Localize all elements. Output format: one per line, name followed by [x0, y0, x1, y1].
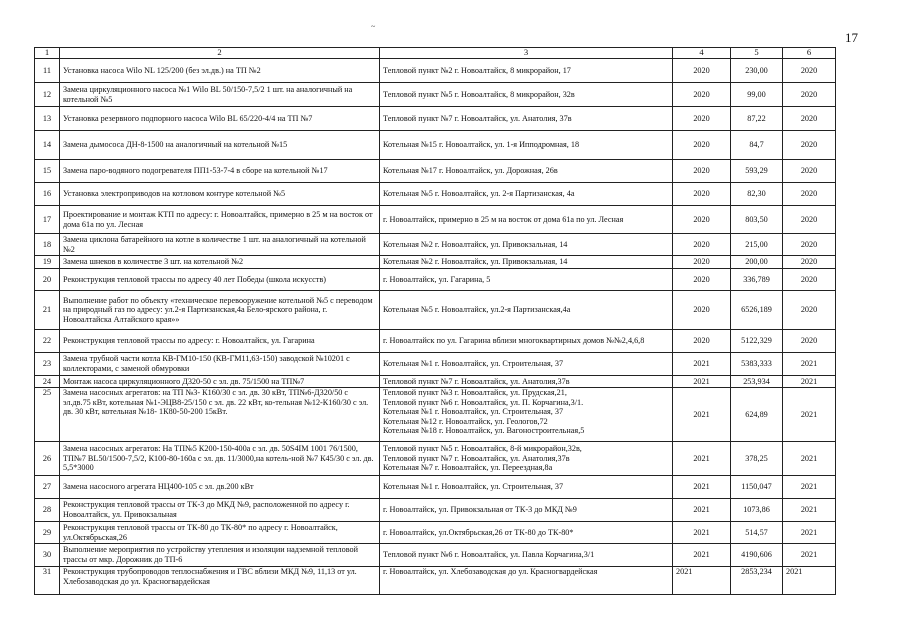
start-year: 2020 [673, 160, 731, 183]
row-number: 20 [35, 269, 60, 291]
table-row [35, 376, 836, 388]
start-year: 2021 [673, 522, 731, 544]
start-year: 2021 [673, 442, 731, 476]
object-address: Тепловой пункт №3 г. Новоалтайск, ул. Прудская,21, Тепловой пункт №6 г. Новоалтайск, ул. П. Корчагина,3/1. Котельная №1 г. Новоалтайск, ул. Строительная, 37 Котельная №12 г. Новоалтайск, ул. Геологов,72 Котельная №18 г. Новоалтайск, ул. Вагоностроительная,5 [380, 388, 673, 442]
table-row [35, 269, 836, 291]
work-description: Замена шнеков в количестве 3 шт. на котельной №2 [60, 256, 380, 269]
row-number: 25 [35, 388, 60, 442]
end-year: 2020 [783, 107, 836, 131]
row-number: 27 [35, 476, 60, 499]
work-description: Реконструкция тепловой трассы от ТК-80 до ТК-80* по адресу г. Новоалтайск, ул.Октябрьская,26 [60, 522, 380, 544]
column-header: 5 [731, 48, 783, 59]
object-address: г. Новоалтайск, ул. Хлебозаводская до ул. Красногвардейская [380, 567, 673, 595]
end-year: 2020 [783, 234, 836, 256]
object-address: Тепловой пункт №5 г. Новоалтайск, 8 микрорайон, 32в [380, 83, 673, 107]
cost-value: 336,789 [731, 269, 783, 291]
row-number: 18 [35, 234, 60, 256]
object-address: Котельная №15 г. Новоалтайск, ул. 1-я Ипподромная, 18 [380, 131, 673, 160]
end-year: 2021 [783, 353, 836, 376]
start-year: 2021 [673, 376, 731, 388]
work-description: Замена насосных агрегатов: На ТП№5 К200-150-400а с эл. дв. 50S4IM 1001 76/1500, ТП№7 BL50/1500-7,5/2, К100-80-160а с эл. дв. 11/3000,на котель-ной №7 К45/30 с эл. дв. 5,5*3000 [60, 442, 380, 476]
object-address: Тепловой пункт №5 г. Новоалтайск, 8-й микрорайон,32в, Тепловой пункт №7 г. Новоалтайск, ул. Анатолия,37в Котельная №7 г. Новоалтайск, ул. Переездная,8а [380, 442, 673, 476]
object-address: Котельная №2 г. Новоалтайск, ул. Привокзальная, 14 [380, 256, 673, 269]
cost-value: 593,29 [731, 160, 783, 183]
object-address: г. Новоалтайск, ул. Привокзальная от ТК-3 до МКД №9 [380, 499, 673, 522]
column-header: 2 [60, 48, 380, 59]
object-address: Тепловой пункт №7 г. Новоалтайск, ул. Анатолия,37в [380, 376, 673, 388]
table-row [35, 291, 836, 330]
table-row [35, 131, 836, 160]
start-year: 2021 [673, 499, 731, 522]
row-number: 12 [35, 83, 60, 107]
cost-value: 99,00 [731, 83, 783, 107]
work-description: Замена циркуляционного насоса №1 Wilo BL 50/150-7,5/2 1 шт. на аналогичный на котельной №5 [60, 83, 380, 107]
end-year: 2020 [783, 330, 836, 353]
work-description: Реконструкция тепловой трассы от ТК-3 до МКД №9, расположенной по адресу г. Новоалтайск, ул. Привокзальная [60, 499, 380, 522]
end-year: 2021 [783, 442, 836, 476]
column-header: 1 [35, 48, 60, 59]
table-row [35, 353, 836, 376]
end-year: 2020 [783, 256, 836, 269]
object-address: г. Новоалтайск, ул. Гагарина, 5 [380, 269, 673, 291]
table-row [35, 544, 836, 567]
row-number: 15 [35, 160, 60, 183]
table-row [35, 388, 836, 442]
work-description: Замена паро-водяного подогревателя ПП1-53-7-4 в сборе на котельной №17 [60, 160, 380, 183]
row-number: 26 [35, 442, 60, 476]
work-description: Реконструкция тепловой трассы по адресу 40 лет Победы (школа искусств) [60, 269, 380, 291]
end-year: 2020 [783, 183, 836, 206]
cost-value: 2853,234 [731, 567, 783, 595]
end-year: 2021 [783, 522, 836, 544]
cost-value: 1073,86 [731, 499, 783, 522]
object-address: Тепловой пункт №7 г. Новоалтайск, ул. Анатолия, 37в [380, 107, 673, 131]
work-description: Установка электроприводов на котловом контуре котельной №5 [60, 183, 380, 206]
row-number: 14 [35, 131, 60, 160]
work-description: Замена насосных агрегатов: на ТП №3- К160/30 с эл. дв. 30 кВт, ТП№6-Д320/50 с эл.дв.75 кВт, котельная №1-ЭЦВ8-25/150 с эл. дв. 22 кВт, ко-тельная №12-К160/30 с эл. дв. 30 кВт, котельная №18- 1К80-50-200 15кВт. [60, 388, 380, 442]
table-row [35, 234, 836, 256]
work-description: Монтаж насоса циркуляционного Д320-50 с эл. дв. 75/1500 на ТП№7 [60, 376, 380, 388]
cost-value: 84,7 [731, 131, 783, 160]
table-row [35, 567, 836, 595]
cost-value: 215,00 [731, 234, 783, 256]
cost-value: 624,89 [731, 388, 783, 442]
object-address: Котельная №2 г. Новоалтайск, ул. Привокзальная, 14 [380, 234, 673, 256]
start-year: 2020 [673, 83, 731, 107]
work-description: Замена насосного агрегата НЦ400-105 с эл. дв.200 кВт [60, 476, 380, 499]
end-year: 2020 [783, 59, 836, 83]
scan-mark: ~ [371, 22, 376, 31]
table-row [35, 442, 836, 476]
end-year: 2021 [783, 499, 836, 522]
table-row [35, 330, 836, 353]
object-address: Тепловой пункт №2 г. Новоалтайск, 8 микрорайон, 17 [380, 59, 673, 83]
object-address: Тепловой пункт №6 г. Новоалтайск, ул. Павла Корчагина,3/1 [380, 544, 673, 567]
cost-value: 200,00 [731, 256, 783, 269]
work-description: Установка насоса Wilo NL 125/200 (без эл.дв.) на ТП №2 [60, 59, 380, 83]
start-year: 2020 [673, 107, 731, 131]
cost-value: 87,22 [731, 107, 783, 131]
object-address: Котельная №1 г. Новоалтайск, ул. Строительная, 37 [380, 353, 673, 376]
start-year: 2020 [673, 131, 731, 160]
works-table [34, 47, 836, 595]
start-year: 2020 [673, 234, 731, 256]
table-row [35, 183, 836, 206]
object-address: Котельная №5 г. Новоалтайск, ул.2-я Партизанская,4а [380, 291, 673, 330]
cost-value: 5383,333 [731, 353, 783, 376]
row-number: 30 [35, 544, 60, 567]
start-year: 2020 [673, 291, 731, 330]
work-description: Выполнение мероприятия по устройству утепления и изоляции надземной тепловой трассы от мкр. Дорожник до ТП-6 [60, 544, 380, 567]
start-year: 2020 [673, 269, 731, 291]
table-row [35, 160, 836, 183]
end-year: 2021 [783, 544, 836, 567]
end-year: 2020 [783, 291, 836, 330]
row-number: 17 [35, 206, 60, 234]
end-year: 2020 [783, 160, 836, 183]
start-year: 2020 [673, 183, 731, 206]
work-description: Замена трубной части котла КВ-ГМ10-150 (КВ-ГМ11,63-150) заводской №10201 с коллекторами, с заменой обмуровки [60, 353, 380, 376]
table-row [35, 476, 836, 499]
column-header: 3 [380, 48, 673, 59]
table-row [35, 206, 836, 234]
work-description: Реконструкция тепловой трассы по адресу: г. Новоалтайск, ул. Гагарина [60, 330, 380, 353]
end-year: 2021 [783, 476, 836, 499]
work-description: Замена дымососа ДН-8-1500 на аналогичный на котельной №15 [60, 131, 380, 160]
table-row [35, 83, 836, 107]
end-year: 2020 [783, 131, 836, 160]
row-number: 19 [35, 256, 60, 269]
cost-value: 514,57 [731, 522, 783, 544]
cost-value: 4190,606 [731, 544, 783, 567]
start-year: 2020 [673, 206, 731, 234]
row-number: 21 [35, 291, 60, 330]
table-row [35, 522, 836, 544]
cost-value: 5122,329 [731, 330, 783, 353]
work-description: Проектирование и монтаж КТП по адресу: г. Новоалтайск, примерно в 25 м на восток от дома 61а по ул. Лесная [60, 206, 380, 234]
object-address: г. Новоалтайск по ул. Гагарина вблизи многоквартирных домов №№2,4,6,8 [380, 330, 673, 353]
row-number: 13 [35, 107, 60, 131]
table-row [35, 256, 836, 269]
table-header-row [35, 48, 836, 59]
row-number: 31 [35, 567, 60, 595]
object-address: Котельная №5 г. Новоалтайск, ул. 2-я Партизанская, 4а [380, 183, 673, 206]
cost-value: 253,934 [731, 376, 783, 388]
table-row [35, 107, 836, 131]
table-row [35, 499, 836, 522]
cost-value: 230,00 [731, 59, 783, 83]
start-year: 2021 [673, 476, 731, 499]
start-year: 2021 [673, 353, 731, 376]
row-number: 22 [35, 330, 60, 353]
object-address: г. Новоалтайск, ул.Октябрьская,26 от ТК-80 до ТК-80* [380, 522, 673, 544]
start-year: 2020 [673, 330, 731, 353]
row-number: 28 [35, 499, 60, 522]
work-description: Замена циклона батарейного на котле в количестве 1 шт. на аналогичный на котельной №2 [60, 234, 380, 256]
start-year: 2021 [673, 567, 731, 595]
end-year: 2021 [783, 388, 836, 442]
end-year: 2021 [783, 376, 836, 388]
column-header: 6 [783, 48, 836, 59]
start-year: 2020 [673, 256, 731, 269]
page-number: 17 [845, 30, 858, 45]
object-address: г. Новоалтайск, примерно в 25 м на восток от дома 61а по ул. Лесная [380, 206, 673, 234]
start-year: 2021 [673, 388, 731, 442]
object-address: Котельная №17 г. Новоалтайск, ул. Дорожная, 26в [380, 160, 673, 183]
table-row [35, 59, 836, 83]
row-number: 16 [35, 183, 60, 206]
column-header: 4 [673, 48, 731, 59]
cost-value: 803,50 [731, 206, 783, 234]
object-address: Котельная №1 г. Новоалтайск, ул. Строительная, 37 [380, 476, 673, 499]
start-year: 2021 [673, 544, 731, 567]
end-year: 2021 [783, 567, 836, 595]
end-year: 2020 [783, 269, 836, 291]
work-description: Установка резервного подпорного насоса Wilo BL 65/220-4/4 на ТП №7 [60, 107, 380, 131]
cost-value: 6526,189 [731, 291, 783, 330]
cost-value: 1150,047 [731, 476, 783, 499]
start-year: 2020 [673, 59, 731, 83]
work-description: Реконструкция трубопроводов теплоснабжения и ГВС вблизи МКД №9, 11,13 от ул. Хлебозаводская до ул. Красногвардейская [60, 567, 380, 595]
work-description: Выполнение работ по объекту «техническое перевооружение котельной №5 с переводом на природный газ по адресу: ул.2-я Партизанская,4а Бело-ярского района, г. Новоалтайска Алтайского края»» [60, 291, 380, 330]
end-year: 2020 [783, 83, 836, 107]
cost-value: 82,30 [731, 183, 783, 206]
row-number: 11 [35, 59, 60, 83]
row-number: 24 [35, 376, 60, 388]
cost-value: 378,25 [731, 442, 783, 476]
row-number: 29 [35, 522, 60, 544]
row-number: 23 [35, 353, 60, 376]
end-year: 2020 [783, 206, 836, 234]
